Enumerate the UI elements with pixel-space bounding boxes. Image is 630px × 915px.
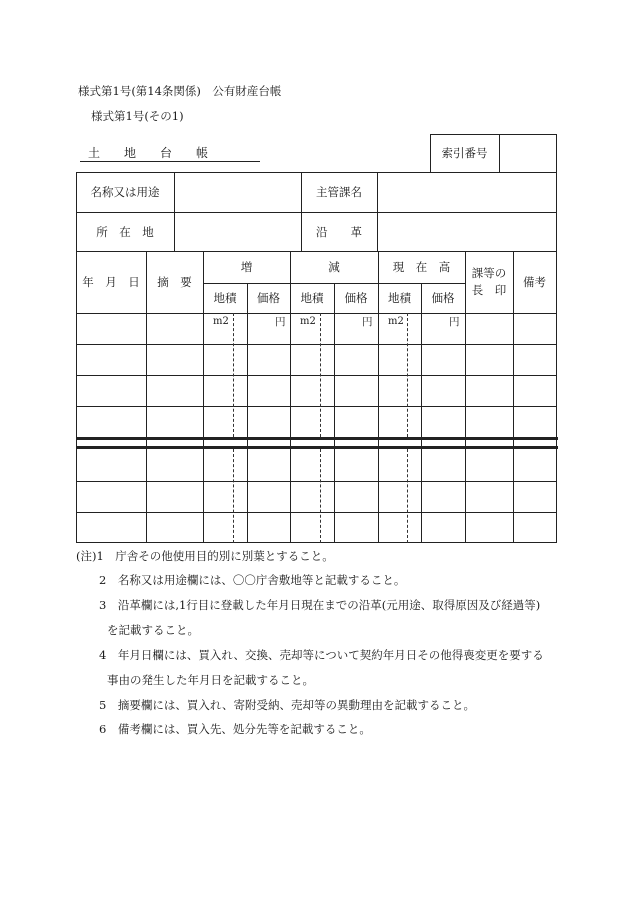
unit-area-label: m2 <box>300 316 316 327</box>
note-line: 6 備考欄には、買入先、処分先等を記載すること。 <box>99 722 371 736</box>
increase-area-header: 地積 <box>213 291 237 305</box>
history-field[interactable] <box>378 213 556 251</box>
ledger-title: 土 地 台 帳 <box>88 146 209 160</box>
increase-price-header: 価格 <box>257 291 280 305</box>
unit-area-label: m2 <box>388 316 404 327</box>
date-column-header: 年 月 日 <box>82 275 140 289</box>
unit-price-label: 円 <box>449 316 460 328</box>
location-field[interactable] <box>175 213 301 251</box>
managing-dept-field[interactable] <box>378 173 556 212</box>
decrease-price-header: 価格 <box>344 291 368 305</box>
location-label: 所 在 地 <box>96 224 154 239</box>
decrease-area-header: 地積 <box>300 291 324 305</box>
unit-area-label: m2 <box>213 316 229 327</box>
current-area-header: 地積 <box>388 291 411 305</box>
unit-price-label: 円 <box>362 316 373 328</box>
seal-column-header: 課等の 長 印 <box>471 266 507 297</box>
title-underline <box>80 161 260 162</box>
unit-price-label: 円 <box>275 316 286 328</box>
index-number-label: 索引番号 <box>441 146 488 160</box>
note-line: 5 摘要欄には、買入れ、寄附受納、売却等の異動理由を記載すること。 <box>99 698 476 712</box>
note-line: を記載すること。 <box>107 623 199 637</box>
note-line: 事由の発生した年月日を記載すること。 <box>107 673 314 687</box>
form-subheading: 様式第1号(その1) <box>91 109 184 123</box>
history-label: 沿 革 <box>316 224 362 239</box>
name-use-field[interactable] <box>175 173 301 212</box>
increase-column-header: 増 <box>240 260 253 274</box>
note-line: 3 沿革欄には,1行目に登載した年月日現在までの沿革(元用途、取得原因及び経過等) <box>99 598 541 612</box>
current-price-header: 価格 <box>431 291 455 305</box>
index-number-value[interactable] <box>500 135 556 172</box>
note-line: (注)1 庁舎その他使用目的別に別葉とすること。 <box>76 549 334 563</box>
section-break-line <box>76 437 558 440</box>
section-break-line <box>76 446 558 449</box>
current-balance-column-header: 現 在 高 <box>392 260 451 274</box>
managing-dept-label: 主管課名 <box>316 185 362 199</box>
note-line: 4 年月日欄には、買入れ、交換、売却等について契約年月日その他得喪変更を要する <box>99 648 544 662</box>
note-line: 2 名称又は用途欄には、〇〇庁舎敷地等と記載すること。 <box>99 573 406 587</box>
form-heading: 様式第1号(第14条関係) 公有財産台帳 <box>78 84 282 98</box>
decrease-column-header: 減 <box>328 260 340 274</box>
summary-column-header: 摘 要 <box>157 275 192 289</box>
remarks-column-header: 備考 <box>523 275 546 289</box>
name-use-label: 名称又は用途 <box>90 185 160 199</box>
